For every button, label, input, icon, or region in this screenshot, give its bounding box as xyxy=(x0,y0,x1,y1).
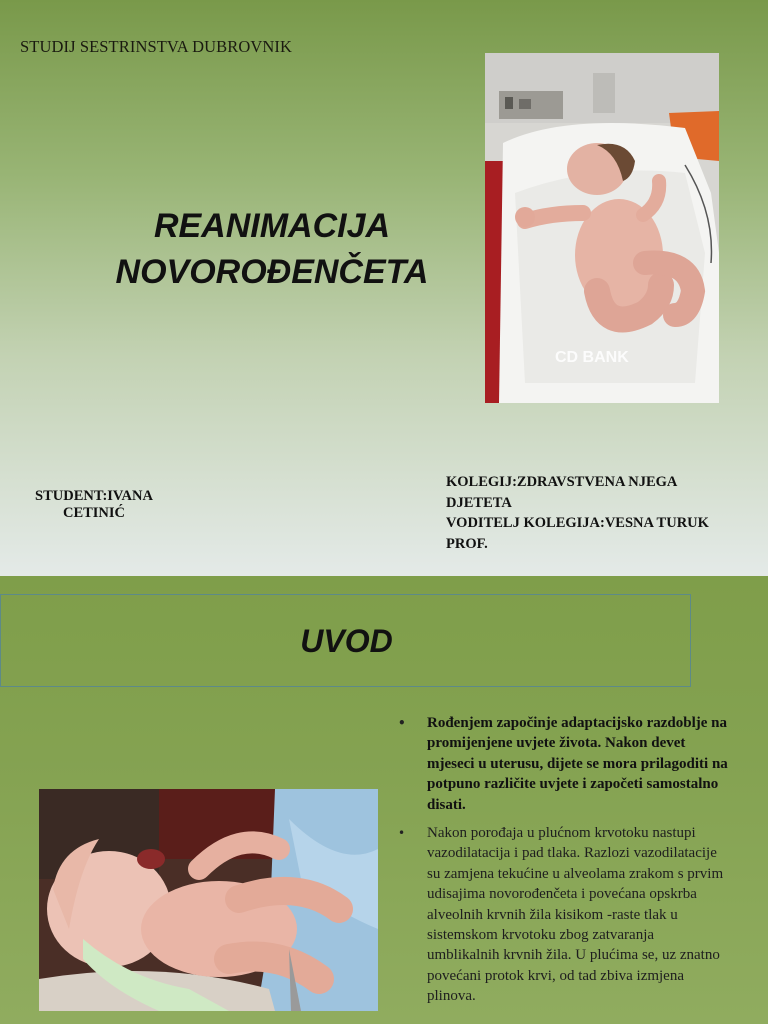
course-line-2: DJETETA xyxy=(446,494,512,511)
newborn-photo xyxy=(485,53,719,403)
bullet-item xyxy=(398,823,728,1007)
bullet-text-1: Rođenjem započinje adaptacijsko razdoblje na promijenjene uvjete života. Nakon devet mjeseci u uterusu, dijete se mora prilagoditi na potpuno različite uvjete i započeti samostalno disati. xyxy=(427,715,728,813)
course-line-1: KOLEGIJ:ZDRAVSTVENA NJEGA xyxy=(446,474,678,490)
slide-title: UVOD xyxy=(300,623,393,659)
bullet-list xyxy=(398,713,728,1007)
bullet-marker: • xyxy=(398,716,406,730)
school-name: STUDIJ SESTRINSTVA DUBROVNIK xyxy=(20,37,293,56)
crying-newborn-photo xyxy=(39,789,378,1011)
title-box xyxy=(0,594,691,687)
student-line-2: CETINIĆ xyxy=(62,505,126,521)
student-name xyxy=(28,488,160,522)
bullet-text-2: Nakon porođaja u plućnom krvotoku nastupi vazodilatacija i pad tlaka. Razlozi vazodilatacije su zamjena tekućine u alveolama zrakom s prvim udisajima novorođenčeta i povećana opskrba alveolnih krvnih žila kisikom -raste tlak u sistemskom krvotoku zbog zatvaranja umblikalnih krvnih žila. U plućima se, uz znatno povećani protok krvi, od tad zbiva izmjena plinova. xyxy=(427,825,724,1005)
bullet-marker: • xyxy=(398,826,406,841)
watermark-text: CD BANK xyxy=(555,349,629,366)
course-line-4: PROF. xyxy=(446,535,488,552)
title-line-2: NOVOROĐENČETA xyxy=(115,253,429,291)
presentation-title xyxy=(92,203,452,295)
course-info xyxy=(446,472,736,554)
student-line-1: STUDENT:IVANA xyxy=(35,488,153,504)
course-line-3: VODITELJ KOLEGIJA:VESNA TURUK xyxy=(446,515,709,531)
bullet-item xyxy=(398,713,728,815)
title-line-1: REANIMACIJA xyxy=(153,207,391,245)
